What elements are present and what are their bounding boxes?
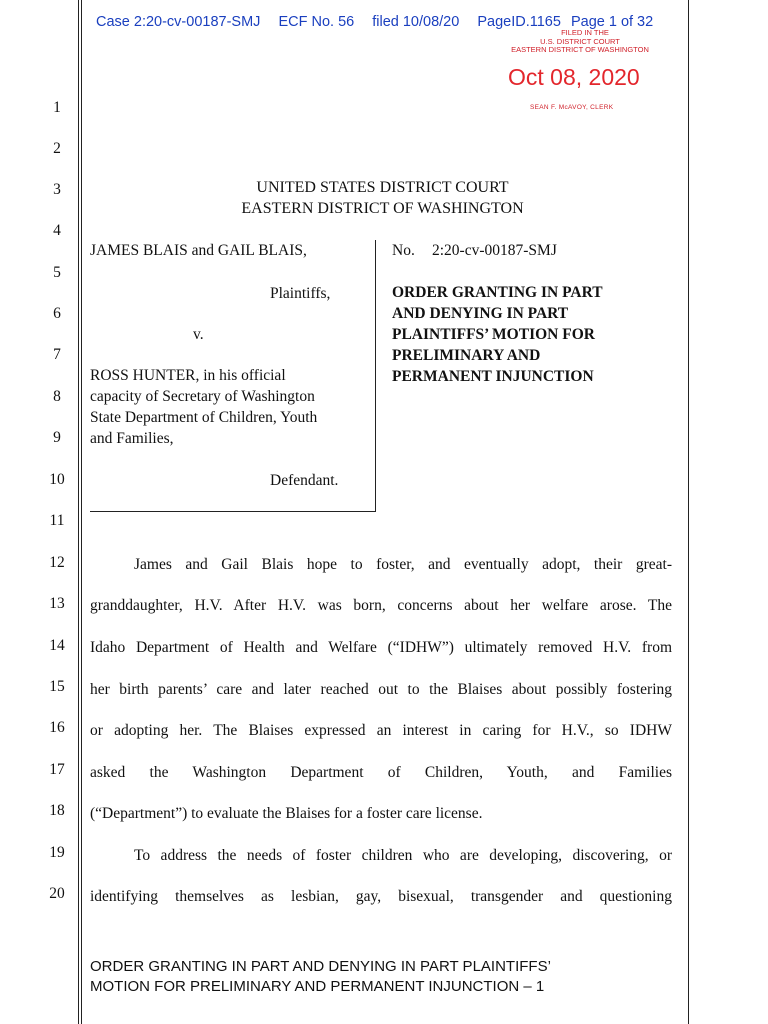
footer-line2: MOTION FOR PRELIMINARY AND PERMANENT INJUNCTION – 1 [90, 978, 545, 995]
line-number: 1 [53, 99, 61, 116]
case-number-header: Case 2:20-cv-00187-SMJ [96, 14, 261, 30]
order-title-line: AND DENYING IN PART [392, 305, 569, 322]
stamp-clerk: SEAN F. McAVOY, CLERK [530, 104, 614, 111]
defendant-line: State Department of Children, Youth [90, 409, 318, 426]
body-line: (“Department”) to evaluate the Blaises for a foster care license. [90, 805, 483, 822]
stamp-district: EASTERN DISTRICT OF WASHINGTON [511, 45, 649, 54]
defendant-line: ROSS HUNTER, in his official [90, 367, 286, 384]
defendant-line: and Families, [90, 430, 174, 447]
line-number: 7 [53, 346, 61, 363]
line-number: 3 [53, 181, 61, 198]
body-line: her birth parents’ care and later reached out to the Blaises about possibly fostering [90, 681, 672, 698]
body-line: identifying themselves as lesbian, gay, bisexual, transgender and questioning [90, 888, 672, 905]
line-number: 17 [49, 761, 65, 778]
line-number: 2 [53, 140, 61, 157]
plaintiffs-names: JAMES BLAIS and GAIL BLAIS, [90, 242, 307, 259]
right-margin-rule [688, 0, 689, 1024]
order-title [392, 282, 652, 387]
stamp-court: U.S. DISTRICT COURT [540, 37, 620, 46]
order-title-line: PERMANENT INJUNCTION [392, 368, 594, 385]
defendant-label: Defendant. [270, 472, 339, 489]
court-name-line2: EASTERN DISTRICT OF WASHINGTON [241, 200, 524, 217]
line-number: 4 [53, 222, 61, 239]
line-number: 15 [49, 678, 65, 695]
page-id: PageID.1165 [477, 14, 561, 30]
filed-date-header: filed 10/08/20 [372, 14, 460, 30]
order-title-line: PLAINTIFFS’ MOTION FOR [392, 326, 595, 343]
footer-line1: ORDER GRANTING IN PART AND DENYING IN PART PLAINTIFFS’ [90, 958, 551, 975]
versus: v. [193, 326, 204, 343]
line-number: 19 [49, 844, 65, 861]
stamp-filed-in: FILED IN THE [561, 28, 609, 37]
line-number: 8 [53, 388, 61, 405]
defendant-name [90, 365, 317, 449]
line-number: 12 [49, 554, 65, 571]
case-number-label: No. [392, 242, 415, 259]
left-margin-rule-outer [78, 0, 79, 1024]
line-number: 14 [49, 637, 65, 654]
body-line: granddaughter, H.V. After H.V. was born, concerns about her welfare arose. The [90, 597, 672, 614]
line-number: 9 [53, 429, 61, 446]
left-margin-rule-inner [81, 0, 82, 1024]
line-number: 11 [49, 512, 65, 529]
order-title-line: PRELIMINARY AND [392, 347, 541, 364]
page-count: Page 1 of 32 [570, 14, 654, 30]
plaintiffs-label: Plaintiffs, [270, 285, 331, 302]
body-line: or adopting her. The Blaises expressed an interest in caring for H.V., so IDHW [90, 722, 672, 739]
stamp-date: Oct 08, 2020 [508, 64, 640, 90]
line-number: 16 [49, 719, 65, 736]
defendant-line: capacity of Secretary of Washington [90, 388, 315, 405]
line-number: 13 [49, 595, 65, 612]
court-name-line1: UNITED STATES DISTRICT COURT [256, 179, 509, 196]
line-number: 18 [49, 802, 65, 819]
page-footer [90, 957, 551, 997]
court-name [90, 177, 675, 219]
caption-divider-horizontal [90, 511, 376, 512]
line-number: 20 [49, 885, 65, 902]
order-title-line: ORDER GRANTING IN PART [392, 284, 603, 301]
body-line: James and Gail Blais hope to foster, and eventually adopt, their great- [134, 556, 672, 573]
line-number: 6 [53, 305, 61, 322]
caption-divider-vertical [375, 240, 376, 512]
ecf-number: ECF No. 56 [278, 14, 355, 30]
body-line: asked the Washington Department of Children, Youth, and Families [90, 764, 672, 781]
case-number: 2:20-cv-00187-SMJ [432, 242, 557, 259]
body-line: Idaho Department of Health and Welfare (“IDHW”) ultimately removed H.V. from [90, 639, 672, 656]
body-line: To address the needs of foster children who are developing, discovering, or [134, 847, 672, 864]
line-number: 10 [49, 471, 65, 488]
line-number: 5 [53, 264, 61, 281]
